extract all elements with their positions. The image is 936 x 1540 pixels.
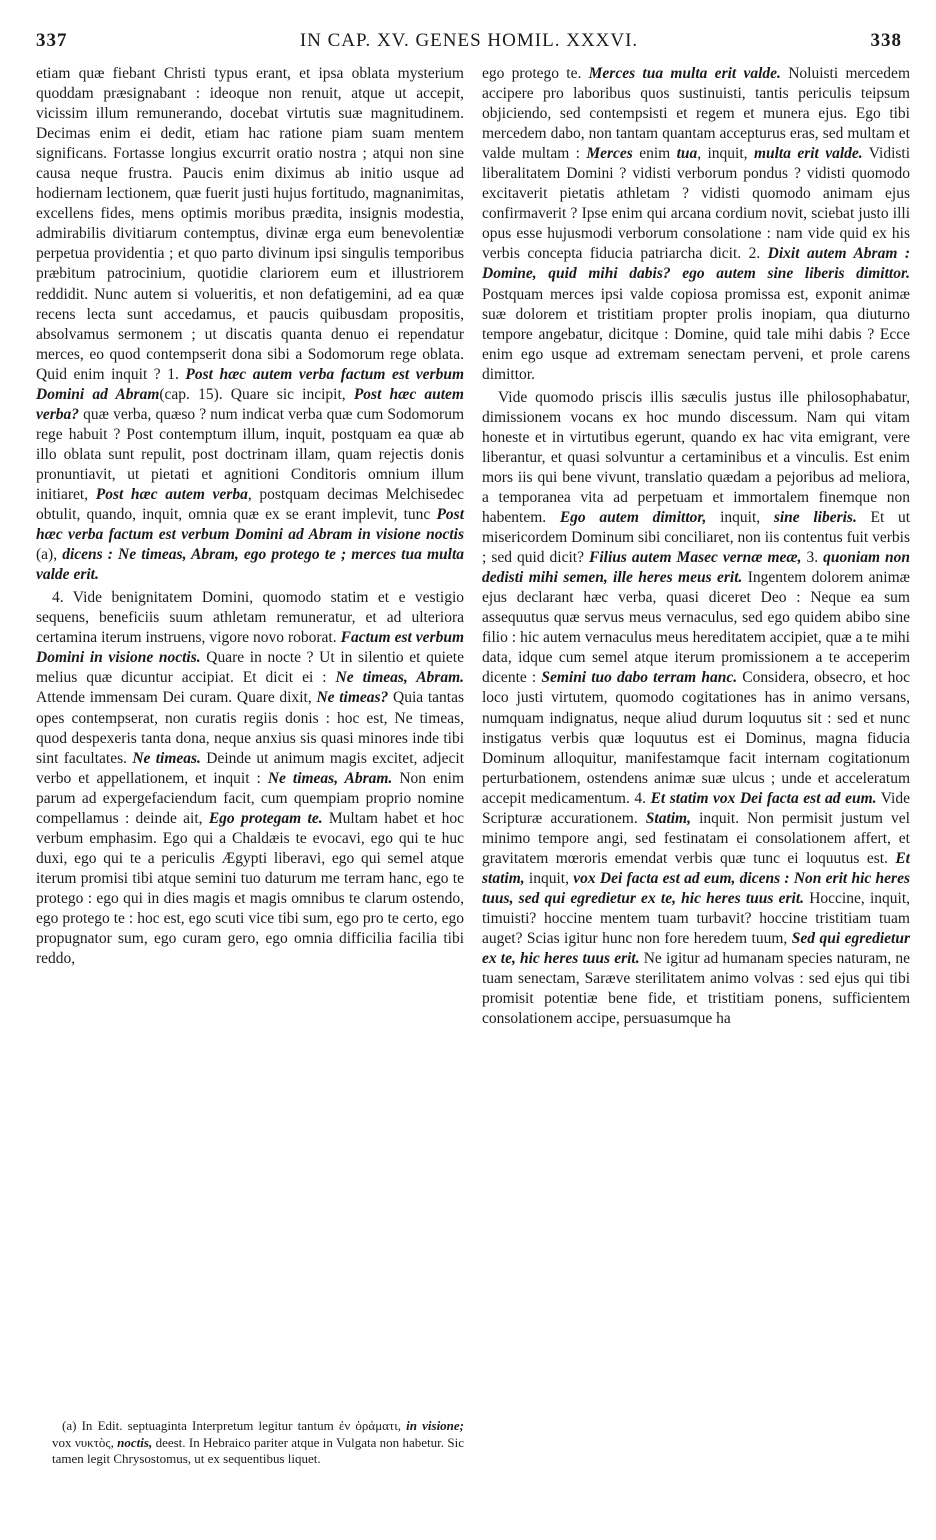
footnote: (a) In Edit. septuaginta Interpretum legitur tantum ἐν ὁράματι, in visione; vox νυκτὸς, noctis, deest. In Hebraico pariter atque in Vulgata non habetur. Sic tamen legit Chrysostomus, ut ex sequentibus liquet.	[52, 1418, 465, 1466]
paragraph: ego protego te. Merces tua multa erit valde. Noluisti mercedem accipere pro laboribus quos sustinuisti, tantis periculis teipsum objiciendo, sed contempsisti et regem et munera ejus. Ego tibi mercedem dabo, non tantam quantam accepturus eras, sed multam et valde multam : Merces enim tua, inquit, multa erit valde. Vidisti liberalitatem Domini ? vidisti verborum pondus ? vidisti quomodo excitaverit pietatis athletam ? vidisti quomodo animam ejus confirmaverit ? Ipse enim qui arcana cordium novit, sciebat justo illi opus esse hujusmodi verborum consolatione : nam vide quid ex his verbis concepta fiducia patriarcha dicit. 2. Dixit autem Abram : Domine, quid mihi dabis? ego autem sine liberis dimittor. Postquam merces ipsi valde copiosa promissa est, exponit animæ suæ dolorem et tristitiam propter prolis inopiam, qua diuturno tempore angebatur, dicitque : Domine, quid tale mihi dabis ? Ecce enim ego usque ad extremam senectam perveni, et prole carens dimittor.	[482, 65, 911, 383]
right-column	[482, 64, 910, 1029]
paragraph: Vide quomodo priscis illis sæculis justus ille philosophabatur, dimissionem vocans ex hoc mundo discessum. Nam qui vitam honeste et in virtutibus egerunt, quando ex hac vita emigrant, vere liberantur, et quasi solvuntur a certaminibus et a vinculis. Est enim mors iis qui bene vivunt, translatio quædam a pejoribus ad meliora, a temporanea vita ad perpetuam et immortalem finemque non habentem. Ego autem dimittor, inquit, sine liberis. Et ut misericordem Dominum sibi conciliaret, non iis contentus fuit verbis ; sed quid dicit? Filius autem Masec vernæ meæ, 3. quoniam non dedisti mihi semen, ille heres meus erit. Ingentem dolorem animæ ejus declarant hæc verba, quasi diceret Deo : Neque ea sum assequutus quæ servus meus vernaculus, sed ego quidem abibo sine filio : hic autem vernaculus meus hereditatem accipiet, quæ a te mihi data, idque cum semel atque iterum promissionem a te acceperim dicente : Semini tuo dabo terram hanc. Considera, obsecro, et hoc loco justi virtutem, quomodo cogitationes has in animo versans, numquam indignatus, neque aliud durum loquutus sit : sed et nunc instigatus verbis quæ loquutus est ei Dominus, magna fiducia Dominum alloquitur, manifestamque facit internam cogitationum perturbationem, ostendens animæ suæ ulcus ; unde et acceleratum accepit medicamentum. 4. Et statim vox Dei facta est ad eum. Vide Scripturæ accurationem. Statim, inquit. Non permisit justum vel minimo tempore angi, sed festinatam ei consolationem affert, et gravitatem mœroris emendat verbis quæ tunc ei loquutus est. Et statim, inquit, vox Dei facta est ad eum, dicens : Non erit hic heres tuus, sed qui egredietur ex te, hic heres tuus erit. Hoccine, inquit, timuisti? hoccine mentem tuam turbavit? hoccine tristitiam tuam auget? Scias igitur hunc non fore heredem tuum, Sed qui egredietur ex te, hic heres tuus erit. Ne igitur ad humanam species naturam, ne tuam senectam, Saræve sterilitatem animo volvas : sed ejus qui tibi promisit potentiæ bene fide, et tristitiam ponens, sufficientem consolationem accipe, persuasumque ha	[482, 388, 911, 1028]
left-column	[36, 64, 464, 969]
paragraph: etiam quæ fiebant Christi typus erant, et ipsa oblata mysterium quoddam præsignabant : ideoque non renuit, atque ut accepit, vicissim illum remunerando, docebat virtutis suæ magnitudinem. Decimas enim ei dedit, etiam hac ratione piam suam mentem significans. Fortasse longius excurrit oratio nostra ; atqui non sine causa neque frustra. Paucis enim diximus ab initio usque ad hodiernam lectionem, quæ fuerit justi hujus fortitudo, magnanimitas, excellens fides, mens optimis moribus prædita, insignis modestia, admirabilis divitiarum contemptus, divinæ erga eum benevolentiæ perpetua providentia ; et quo parto divinum ipsi singulis temporibus præbitum patrocinium, quotidie clariorem eum et illustriorem reddidit. Nunc autem si volueritis, et non defatigemini, ad ea quæ recens lecta sunt accedamus, et paucis quibusdam propositis, absolvamus sermonem ; ut discatis quanta denuo ei rependatur merces, eo quod contempserit dona sibi a Sodomorum rege oblata. Quid enim inquit ? 1. Post hæc autem verba factum est verbum Domini ad Abram(cap. 15). Quare sic incipit, Post hæc autem verba? quæ verba, quæso ? num indicat verba quæ cum Sodomorum rege habuit ? Post contemptum illum, inquit, postquam ea quæ ab illo oblata sunt repulit, post doctrinam illam, quam rejectis donis pronuntiavit, ut pietati et agnitioni Conditoris omnium illum initiaret, Post hæc autem verba, postquam decimas Melchisedec obtulit, quando, inquit, omnia quæ ex se erant implevit, tunc Post hæc verba factum est verbum Domini ad Abram in visione noctis (a), dicens : Ne timeas, Abram, ego protego te ; merces tua multa valde erit.	[36, 65, 465, 584]
running-header	[36, 30, 902, 56]
paragraph: 4. Vide benignitatem Domini, quomodo statim et e vestigio sequens, beneficiis suum athletam remuneratur, et ad ulteriora certamina iterum instruens, vigore novo roborat. Factum est verbum Domini in visione noctis. Quare in nocte ? Ut in silentio et quiete melius quæ dicuntur accipiat. Et dicit ei : Ne timeas, Abram. Attende immensam Dei curam. Quare dixit, Ne timeas? Quia tantas opes contempserat, non curatis regiis donis : hoc est, Ne timeas, quod despexeris tanta dona, neque anxius sis quasi minores inde tibi sint facultates. Ne timeas. Deinde ut animum magis excitet, adjecit verbo et appellationem, et inquit : Ne timeas, Abram. Non enim parum ad expergefaciendum facit, cum quempiam proprio nomine compellamus : deinde ait, Ego protegam te. Multam habet et hoc verbum emphasim. Ego qui a Chaldæis te evocavi, ego qui te huc duxi, ego qui te a periculis Ægypti liberavi, ego qui semel atque iterum promisi tibi atque semini tuo daturum me terram hanc, ego te protego : ego qui in dies magis et magis omnibus te clarum ostendo, ego protego te : hoc est, ego scuti vice tibi sum, ego pro te certo, ego propugnator sum, ego curam gero, ego omnia difficilia facilia tibi reddo,	[36, 589, 465, 968]
page-number-left: 337	[36, 30, 68, 51]
page-number-right: 338	[870, 30, 902, 51]
running-title: IN CAP. XV. GENES HOMIL. XXXVI.	[299, 30, 639, 51]
